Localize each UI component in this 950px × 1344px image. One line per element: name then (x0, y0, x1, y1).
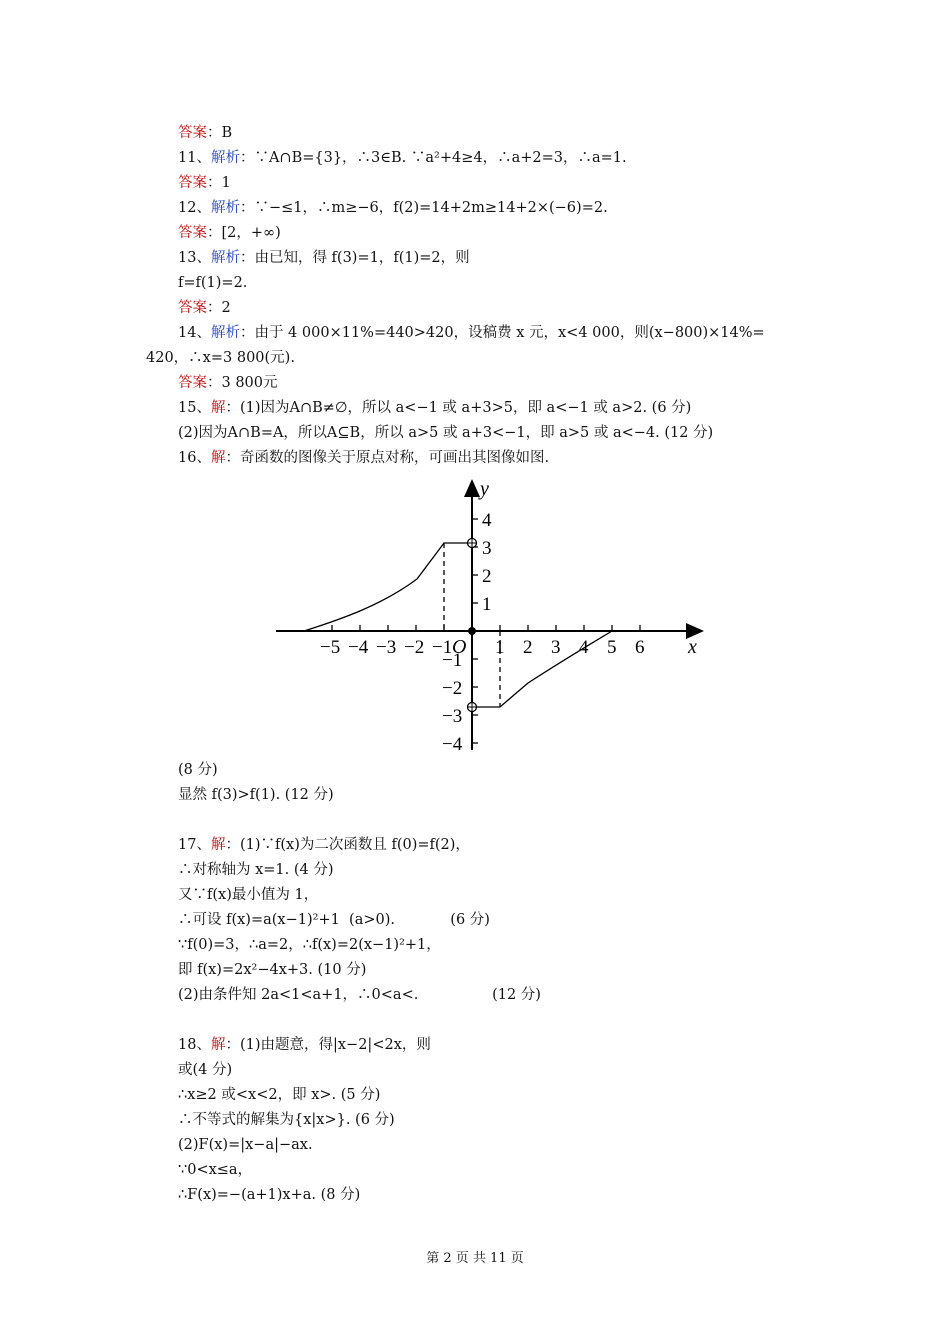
x-tick-label: −1 (432, 637, 453, 658)
item-number: 13、 (178, 250, 211, 266)
section-label: 答案 (178, 375, 207, 391)
text-line (178, 148, 627, 168)
section-label: 解 (210, 400, 226, 416)
x-tick-label: −3 (376, 637, 397, 658)
text-line (178, 423, 713, 443)
x-tick-label: −2 (404, 637, 425, 658)
text-line (178, 323, 765, 343)
page-footer: 第 2 页 共 11 页 (426, 1251, 524, 1266)
y-tick-label: 2 (482, 566, 492, 587)
curve-right (472, 631, 612, 707)
line-text: 显然 f(3)>f(1). (12 分) (178, 787, 334, 803)
text-line (178, 1160, 252, 1180)
line-text: ∴F(x)=−(a+1)x+a. (8 分) (178, 1187, 361, 1203)
y-tick-label: 3 (482, 538, 492, 559)
open-point-neg3 (467, 702, 477, 712)
line-text: ：(1)∵f(x)为二次函数且 f(0)=f(2)， (225, 837, 470, 853)
text-line (178, 273, 247, 293)
line-text: ：B (207, 125, 233, 141)
origin-point (468, 627, 476, 635)
line-text: ：3 800元 (207, 375, 278, 391)
x-tick-label: −5 (320, 637, 341, 658)
line-text: f=f(1)=2. (178, 275, 248, 291)
text-line (146, 348, 295, 368)
y-tick-label: 1 (482, 594, 492, 615)
section-label: 解 (210, 837, 226, 853)
text-line (178, 1060, 232, 1080)
line-text: 420，∴x=3 800(元). (146, 350, 295, 366)
text-line (178, 760, 218, 780)
curve-left (304, 543, 472, 631)
line-text: ∵0<x≤a， (178, 1162, 253, 1178)
line-text: ：奇函数的图像关于原点对称，可画出其图像如图. (225, 450, 550, 466)
line-text: 或(4 分) (178, 1062, 233, 1078)
text-line (178, 860, 334, 880)
line-text: ∴可设 f(x)=a(x−1)²+1 (a>0). (6 分) (178, 912, 490, 928)
text-line (178, 1135, 313, 1155)
line-text: (2)F(x)=|x−a|−ax. (178, 1137, 313, 1153)
section-label: 解析 (210, 250, 240, 266)
x-tick-label: 6 (635, 637, 645, 658)
text-line (178, 835, 470, 855)
text-line (178, 448, 549, 468)
item-number: 14、 (178, 325, 211, 341)
line-text: ：由已知，得 f(3)=1，f(1)=2，则 (239, 250, 470, 266)
line-text: (8 分) (178, 762, 218, 778)
line-text: ：1 (207, 175, 231, 191)
item-number: 17、 (178, 837, 211, 853)
x-tick-label: −4 (348, 637, 369, 658)
y-tick-labels (442, 510, 492, 755)
line-text: ：[2，+∞) (207, 225, 281, 241)
text-line (178, 248, 470, 268)
origin-label: O (452, 636, 467, 658)
line-text: ：∵A∩B={3}，∴3∈B. ∵a²+4≥4，∴a+2=3，∴a=1. (239, 150, 627, 166)
item-number: 11、 (178, 150, 211, 166)
line-text: ：2 (207, 300, 231, 316)
line-text: ：∵−≤1，∴m≥−6，f(2)=14+2m≥14+2×(−6)=2. (239, 200, 608, 216)
line-text: ：(1)因为A∩B≠∅，所以 a<−1 或 a+3>5，即 a<−1 或 a>2. (6 分) (225, 400, 692, 416)
item-number: 16、 (178, 450, 211, 466)
text-line (178, 1185, 360, 1205)
line-text: (2)由条件知 2a<1<a+1，∴0<a<. (12 分) (178, 987, 541, 1003)
y-tick-label: −3 (442, 706, 463, 727)
section-label: 解析 (210, 325, 240, 341)
text-line (178, 785, 334, 805)
x-tick-label: 5 (607, 637, 617, 658)
x-tick-label: 2 (523, 637, 533, 658)
text-line (178, 935, 441, 955)
text-line (178, 173, 231, 193)
text-line (178, 373, 278, 393)
y-tick-label: −2 (442, 678, 463, 699)
y-tick-label: 4 (482, 510, 492, 531)
text-line (178, 398, 691, 418)
x-tick-label: 1 (495, 637, 505, 658)
y-axis-label: y (480, 478, 489, 500)
text-line (178, 960, 366, 980)
function-graph (262, 475, 712, 757)
x-tick-label: 3 (551, 637, 561, 658)
section-label: 解 (210, 1037, 226, 1053)
y-tick-label: −1 (442, 650, 463, 671)
x-tick-label: 4 (579, 637, 589, 658)
line-text: (2)因为A∩B=A，所以A⊆B，所以 a>5 或 a+3<−1，即 a>5 或 a<−4. (12 分) (178, 425, 714, 441)
line-text: ∴不等式的解集为{x|x>}. (6 分) (178, 1112, 395, 1128)
x-axis-label: x (688, 636, 697, 658)
item-number: 12、 (178, 200, 211, 216)
line-text: ∵f(0)=3，∴a=2，∴f(x)=2(x−1)²+1， (178, 937, 441, 953)
line-text: 即 f(x)=2x²−4x+3. (10 分) (178, 962, 367, 978)
section-label: 答案 (178, 125, 207, 141)
text-line (178, 985, 541, 1005)
section-label: 解析 (210, 200, 240, 216)
item-number: 18、 (178, 1037, 211, 1053)
line-text: ：由于 4 000×11%=440>420，设稿费 x 元，x<4 000，则(x−800)×14%= (239, 325, 765, 341)
line-text: ∴对称轴为 x=1. (4 分) (178, 862, 334, 878)
line-text: ∴x≥2 或<x<2，即 x>. (5 分) (178, 1087, 381, 1103)
y-tick-label: −4 (442, 734, 463, 755)
section-label: 解 (210, 450, 226, 466)
text-line (178, 1085, 380, 1105)
text-line (178, 298, 231, 318)
section-label: 答案 (178, 175, 207, 191)
text-line (178, 223, 281, 243)
text-line (178, 123, 232, 143)
line-text: ：(1)由题意，得|x−2|<2x，则 (225, 1037, 431, 1053)
text-line (178, 1035, 431, 1055)
text-line (178, 885, 318, 905)
section-label: 答案 (178, 225, 207, 241)
open-point-3 (467, 538, 477, 548)
text-line (178, 1110, 395, 1130)
text-line (178, 198, 608, 218)
line-text: 又∵f(x)最小值为 1， (178, 887, 319, 903)
section-label: 解析 (210, 150, 240, 166)
item-number: 15、 (178, 400, 211, 416)
section-label: 答案 (178, 300, 207, 316)
text-line (178, 910, 490, 930)
